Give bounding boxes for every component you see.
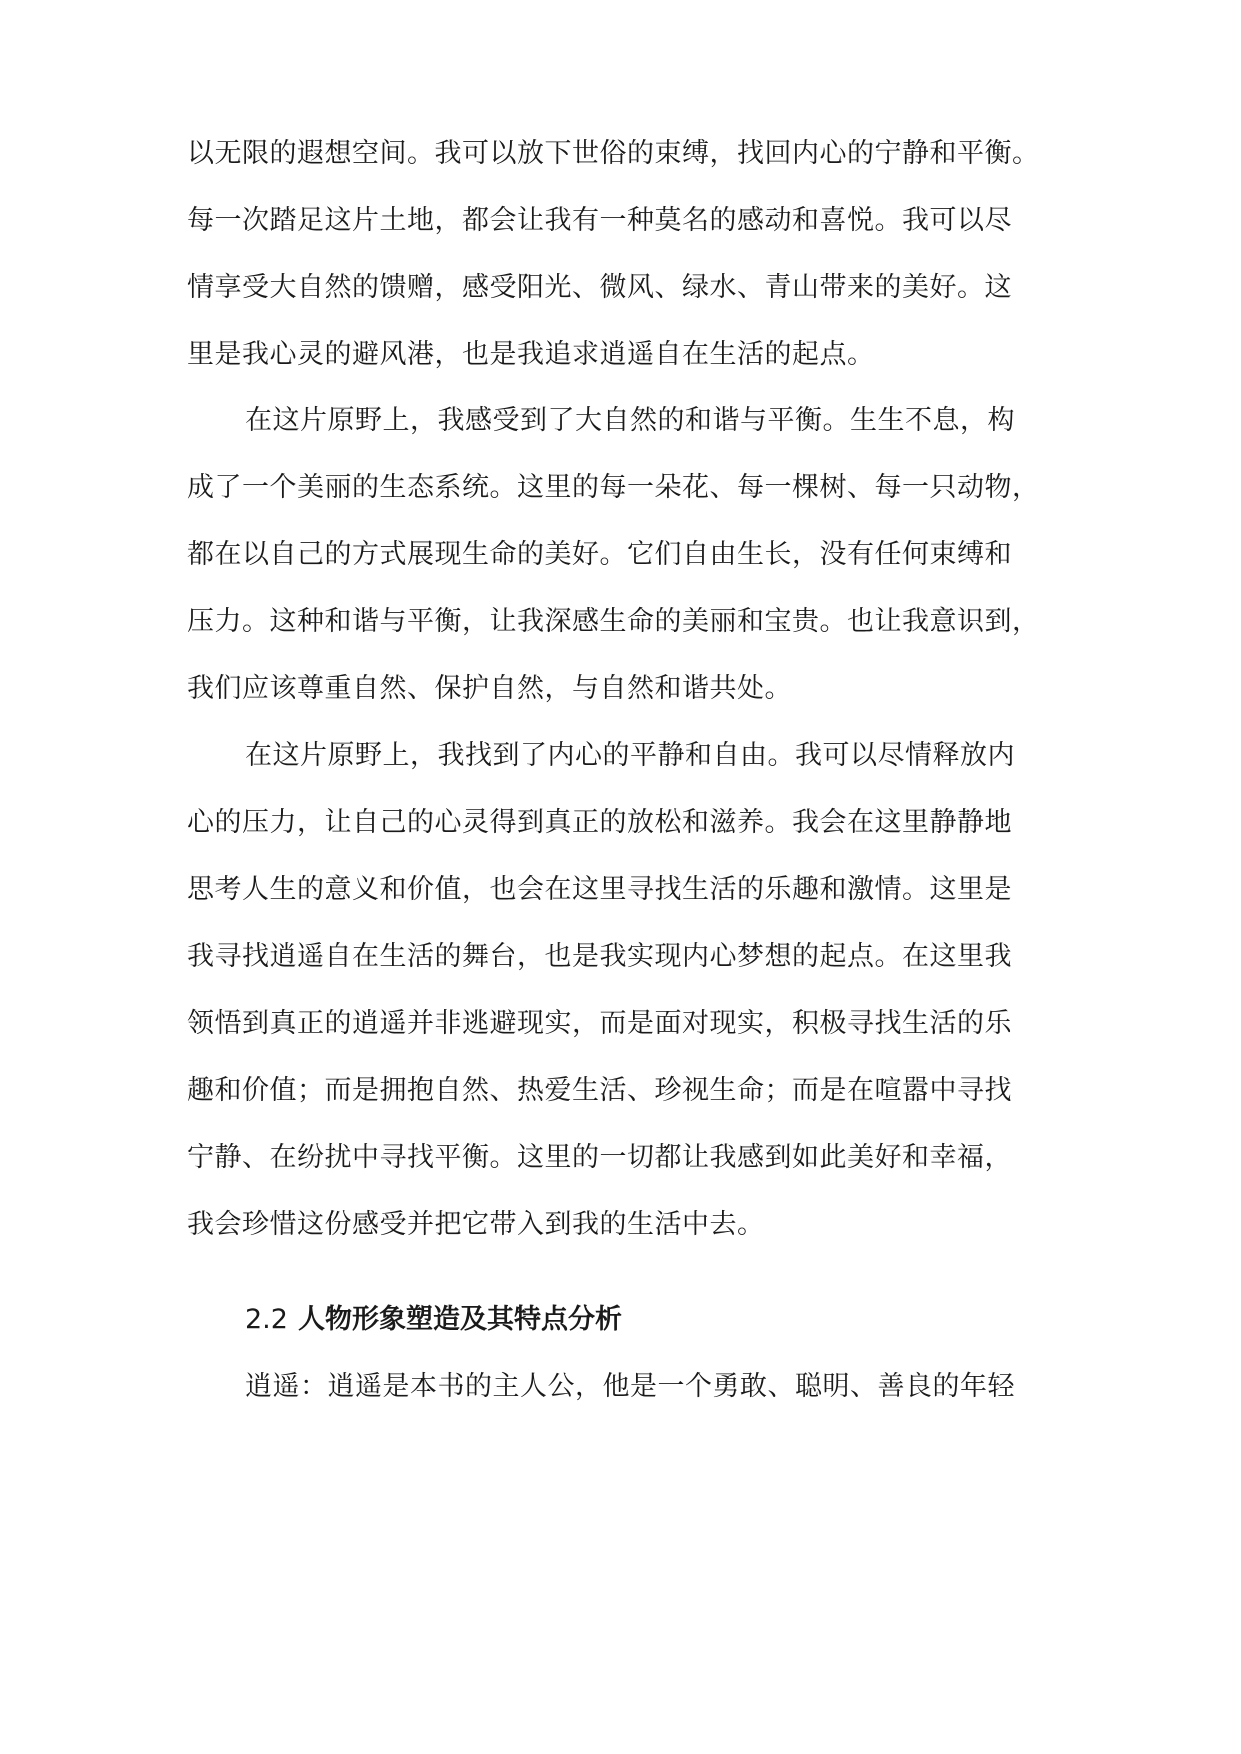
paragraph-3-line-7: 宁静、在纷扰中寻找平衡。这里的一切都让我感到如此美好和幸福， [187, 1142, 1012, 1173]
paragraph-2-line-1: 在这片原野上，我感受到了大自然的和谐与平衡。生生不息，构 [245, 405, 1015, 436]
section-number: 2.2 [245, 1304, 288, 1335]
paragraph-4-line-1: 逍遥：逍遥是本书的主人公，他是一个勇敢、聪明、善良的年轻 [245, 1371, 1015, 1402]
section-title: 人物形象塑造及其特点分析 [297, 1304, 622, 1335]
paragraph-3-line-8: 我会珍惜这份感受并把它带入到我的生活中去。 [187, 1209, 765, 1240]
section-heading [245, 1300, 622, 1340]
paragraph-3-line-1: 在这片原野上，我找到了内心的平静和自由。我可以尽情释放内 [245, 740, 1015, 771]
paragraph-2-line-3: 都在以自己的方式展现生命的美好。它们自由生长，没有任何束缚和 [187, 539, 1012, 570]
paragraph-3-line-5: 领悟到真正的逍遥并非逃避现实，而是面对现实，积极寻找生活的乐 [187, 1008, 1012, 1039]
paragraph-3-line-3: 思考人生的意义和价值，也会在这里寻找生活的乐趣和激情。这里是 [187, 874, 1012, 905]
paragraph-3-line-4: 我寻找逍遥自在生活的舞台，也是我实现内心梦想的起点。在这里我 [187, 941, 1012, 972]
paragraph-3-line-6: 趣和价值；而是拥抱自然、热爱生活、珍视生命；而是在喧嚣中寻找 [187, 1075, 1012, 1106]
paragraph-2-line-5: 我们应该尊重自然、保护自然，与自然和谐共处。 [187, 673, 792, 704]
paragraph-1-line-1: 以无限的遐想空间。我可以放下世俗的束缚，找回内心的宁静和平衡。 [187, 138, 1040, 169]
paragraph-1-line-3: 情享受大自然的馈赠，感受阳光、微风、绿水、青山带来的美好。这 [187, 272, 1012, 303]
paragraph-2-line-4: 压力。这种和谐与平衡，让我深感生命的美丽和宝贵。也让我意识到， [187, 606, 1040, 637]
paragraph-2-line-2: 成了一个美丽的生态系统。这里的每一朵花、每一棵树、每一只动物， [187, 472, 1040, 503]
paragraph-3-line-2: 心的压力，让自己的心灵得到真正的放松和滋养。我会在这里静静地 [187, 807, 1012, 838]
paragraph-1-line-2: 每一次踏足这片土地，都会让我有一种莫名的感动和喜悦。我可以尽 [187, 205, 1012, 236]
paragraph-1-line-4: 里是我心灵的避风港，也是我追求逍遥自在生活的起点。 [187, 339, 875, 370]
